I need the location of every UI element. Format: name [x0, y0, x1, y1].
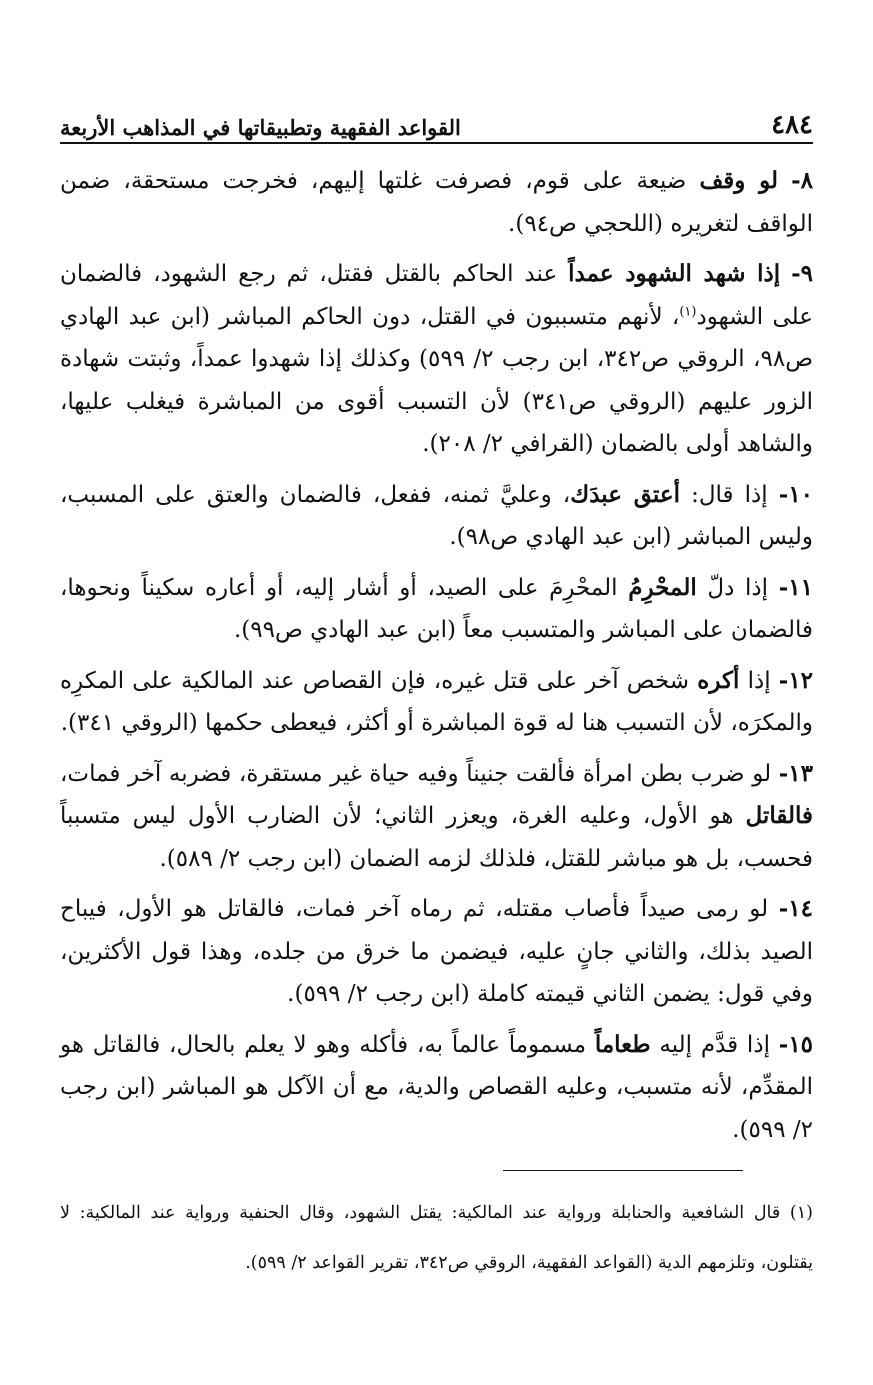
bold-phrase: طعاماً: [594, 1030, 651, 1058]
paragraph-text: شخص آخر على قتل غيره، فإن القصاص عند المالكية على المكرِه والمكرَه، لأن التسبب هنا له قوة المباشرة أو أكثر، فيعطى حكمها (الروقي ٣٤١).: [60, 667, 813, 736]
footnote-reference[interactable]: (١): [679, 303, 697, 319]
running-title: القواعد الفقهية وتطبيقاتها في المذاهب الأربعة: [60, 115, 461, 140]
item-number: ١٠-: [778, 480, 814, 508]
bold-phrase: المحْرِمُ: [628, 573, 697, 601]
paragraph-text: ضيعة على قوم، فصرفت غلتها إليهم، فخرجت مستحقة، ضمن الواقف لتغريره (اللحجي ص٩٤).: [60, 168, 813, 237]
page-number: ٤٨٤: [771, 110, 813, 140]
paragraph-14: [60, 888, 813, 1016]
paragraph-text: لو رمى صيداً فأصاب مقتله، ثم رماه آخر فمات، فالقاتل هو الأول، فيباح الصيد بذلك، والثاني جانٍ عليه، فيضمن ما خرق من جلده، وهذا قول الأكثرين، وفي قول: يضمن الثاني قيمته كاملة (ابن رجب ٢/ ٥٩٩).: [60, 896, 813, 1007]
footnote-marker: (١): [789, 1203, 813, 1223]
item-number: ٩-: [791, 260, 813, 287]
paragraph-text: مسموماً عالماً به، فأكله وهو لا يعلم بالحال، فالقاتل هو المقدِّم، لأنه متسبب، وعليه القصاص والدية، مع أن الآكل هو المباشر (ابن رجب ٢/ ٥٩٩).: [60, 1031, 813, 1143]
item-number: ١٥-: [778, 1030, 814, 1058]
footnote-divider: [503, 1170, 743, 1171]
paragraph-text: إذا دلّ: [707, 574, 769, 601]
paragraph-text: هو الأول، وعليه الغرة، ويعزر الثاني؛ لأن الضارب الأول ليس متسبباً فحسب، بل هو مباشر للقتل، فلذلك لزمه الضمان (ابن رجب ٢/ ٥٨٩).: [60, 803, 813, 872]
paragraph-8: [60, 160, 813, 245]
paragraph-text: إذا قال:: [691, 481, 768, 508]
bold-phrase: لو وقف: [699, 167, 779, 194]
paragraph-15: [60, 1024, 813, 1152]
footnote: [60, 1188, 813, 1288]
paragraph-text: عند الحاكم بالقتل فقتل، ثم رجع الشهود، فالضمان على الشهود: [60, 261, 813, 330]
item-number: ١٣-: [778, 759, 814, 787]
main-text: [60, 160, 813, 1159]
item-number: ١١-: [778, 573, 813, 601]
item-number: ٨-: [791, 167, 814, 194]
paragraph-text: المحْرِمَ على الصيد، أو أشار إليه، أو أعاره سكيناً ونحوها، فالضمان على المباشر والمتسبب معاً (ابن عبد الهادي ص٩٩).: [60, 574, 813, 643]
bold-phrase: فالقاتل: [745, 802, 813, 829]
paragraph-12: [60, 660, 813, 745]
bold-phrase: أكره: [697, 666, 740, 694]
paragraph-text: لو ضرب بطن امرأة فألقت جنيناً وفيه حياة غير مستقرة، فضربه آخر فمات،: [60, 760, 772, 787]
bold-phrase: أعتق عبدَك: [570, 480, 680, 508]
paragraph-9: [60, 253, 813, 466]
paragraph-text: إذا: [747, 667, 771, 694]
paragraph-10: [60, 474, 813, 559]
page-header: [60, 102, 813, 144]
paragraph-text: ، وعليَّ ثمنه، ففعل، فالضمان والعتق على المسبب، وليس المباشر (ابن عبد الهادي ص٩٨).: [60, 481, 813, 550]
item-number: ١٤-: [778, 895, 814, 922]
footnote-text: قال الشافعية والحنابلة ورواية عند المالكية: يقتل الشهود، وقال الحنفية ورواية عند المالكية: لا يقتلون، وتلزمهم الدية (القواعد الفقهية، الروقي ص٣٤٢، تقرير القواعد ٢/ ٥٩٩).: [60, 1203, 813, 1273]
paragraph-text: ، لأنهم متسببون في القتل، دون الحاكم المباشر (ابن عبد الهادي ص٩٨، الروقي ص٣٤٢، ابن رجب ٢/ ٥٩٩) وكذلك إذا شهدوا عمداً، وثبتت شهادة الزور عليهم (الروقي ص٣٤١) لأن التسبب أقوى من المباشرة فيغلب عليها، والشاهد أولى بالضمان (القرافي ٢/ ٢٠٨).: [60, 303, 813, 457]
bold-phrase: إذا شهد الشهود عمداً: [568, 260, 781, 287]
item-number: ١٢-: [778, 666, 814, 694]
paragraph-11: [60, 567, 813, 652]
paragraph-text: إذا قدَّم إليه: [659, 1031, 770, 1058]
paragraph-13: [60, 753, 813, 881]
